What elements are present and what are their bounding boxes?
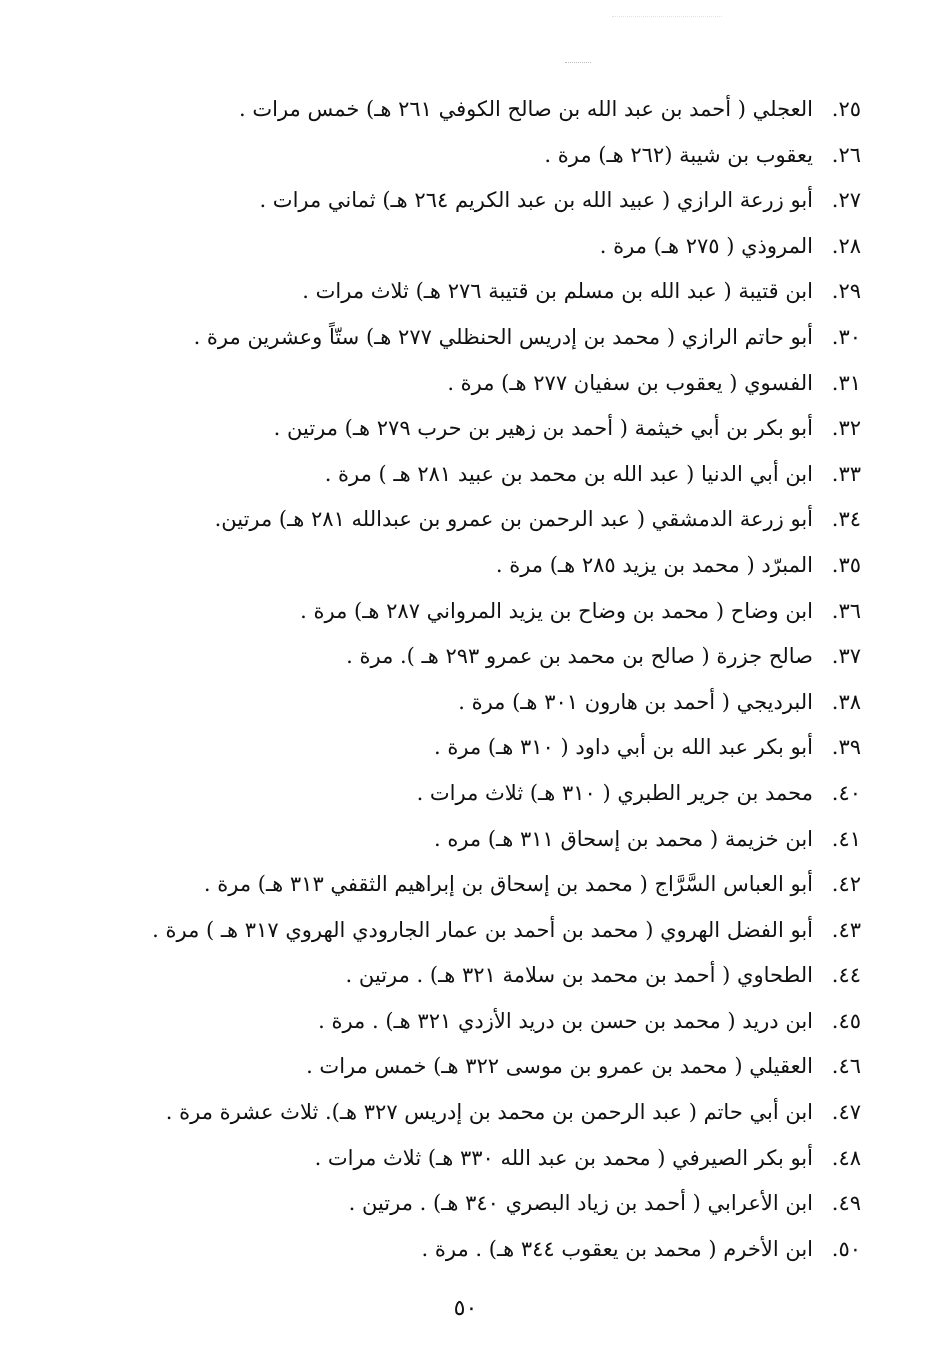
entry-text: محمد بن جرير الطبري ( ٣١٠ هـ) ثلاث مرات . xyxy=(416,780,813,805)
list-item xyxy=(101,269,861,315)
narrator-list xyxy=(101,87,861,1272)
page-number: ٥٠ xyxy=(453,1296,478,1321)
entry-number: ٣٦. xyxy=(831,598,861,623)
entry-text: أبو زرعة الدمشقي ( عبد الرحمن بن عمرو بن عبدالله ٢٨١ هـ) مرتين. xyxy=(214,507,813,532)
entry-number: ٢٦. xyxy=(831,142,861,167)
entry-number: ٣٩. xyxy=(831,735,861,760)
list-item xyxy=(101,1227,861,1273)
list-item xyxy=(101,771,861,817)
entry-text: ابن قتيبة ( عبد الله بن مسلم بن قتيبة ٢٧٦ هـ) ثلاث مرات . xyxy=(302,279,813,304)
list-item xyxy=(101,178,861,224)
entry-text: أبو بكر الصيرفي ( محمد بن عبد الله ٣٣٠ هـ) ثلاث مرات . xyxy=(314,1145,813,1170)
list-item xyxy=(101,1090,861,1136)
entry-number: ٣٣. xyxy=(831,461,861,486)
list-item xyxy=(101,953,861,999)
list-item xyxy=(101,908,861,954)
entry-text: أبو بكر بن أبي خيثمة ( أحمد بن زهير بن حرب ٢٧٩ هـ) مرتين . xyxy=(273,416,813,441)
entry-text: ابن خزيمة ( محمد بن إسحاق ٣١١ هـ) مره . xyxy=(433,826,813,851)
entry-text: العقيلي ( محمد بن عمرو بن موسى ٣٢٢ هـ) خمس مرات . xyxy=(306,1054,813,1079)
entry-number: ٤٩. xyxy=(831,1191,861,1216)
entry-number: ٣٢. xyxy=(831,416,861,441)
list-item xyxy=(101,680,861,726)
entry-text: المروذي ( ٢٧٥ هـ) مرة . xyxy=(599,233,813,258)
entry-text: ابن دريد ( محمد بن حسن بن دريد الأزدي ٣٢١ هـ) . مرة . xyxy=(318,1008,813,1033)
entry-text: ابن الأعرابي ( أحمد بن زياد البصري ٣٤٠ هـ) . مرتين . xyxy=(348,1191,813,1216)
list-item xyxy=(101,406,861,452)
entry-number: ٤٤. xyxy=(831,963,861,988)
entry-number: ٢٧. xyxy=(831,188,861,213)
list-item xyxy=(101,1136,861,1182)
entry-number: ٢٨. xyxy=(831,233,861,258)
entry-number: ٤١. xyxy=(831,826,861,851)
entry-number: ٣٥. xyxy=(831,552,861,577)
list-item xyxy=(101,999,861,1045)
entry-number: ٥٠. xyxy=(831,1236,861,1261)
list-item xyxy=(101,725,861,771)
entry-text: ابن وضاح ( محمد بن وضاح بن يزيد المرواني ٢٨٧ هـ) مرة . xyxy=(300,598,813,623)
entry-text: ابن أبي حاتم ( عبد الرحمن بن محمد بن إدريس ٣٢٧ هـ). ثلاث عشرة مرة . xyxy=(165,1100,813,1125)
list-item xyxy=(101,634,861,680)
entry-text: العجلي ( أحمد بن عبد الله بن صالح الكوفي ٢٦١ هـ) خمس مرات . xyxy=(238,97,813,121)
list-item xyxy=(101,1181,861,1227)
entry-text: يعقوب بن شيبة (٢٦٢ هـ) مرة . xyxy=(544,142,813,167)
list-item xyxy=(101,1044,861,1090)
entry-number: ٤٠. xyxy=(831,780,861,805)
entry-text: أبو الفضل الهروي ( محمد بن أحمد بن عمار الجارودي الهروي ٣١٧ هـ ) مرة . xyxy=(152,917,813,942)
list-item xyxy=(101,87,861,133)
scan-artifact-top xyxy=(612,16,722,17)
entry-text: أبو العباس السَّرَّاج ( محمد بن إسحاق بن إبراهيم الثقفي ٣١٣ هـ) مرة . xyxy=(203,872,813,897)
list-item xyxy=(101,133,861,179)
entry-number: ٣٨. xyxy=(831,689,861,714)
entry-number: ٣٠. xyxy=(831,324,861,349)
entry-number: ٢٩. xyxy=(831,279,861,304)
entry-number: ٤٨. xyxy=(831,1145,861,1170)
entry-text: المبرّد ( محمد بن يزيد ٢٨٥ هـ) مرة . xyxy=(495,552,813,577)
entry-text: صالح جزرة ( صالح بن محمد بن عمرو ٢٩٣ هـ ). مرة . xyxy=(346,644,813,669)
entry-text: أبو زرعة الرازي ( عبيد الله بن عبد الكريم ٢٦٤ هـ) ثماني مرات . xyxy=(259,188,813,213)
list-item xyxy=(101,862,861,908)
entry-number: ٤٦. xyxy=(831,1054,861,1079)
entry-number: ٢٥. xyxy=(831,97,861,121)
entry-number: ٣١. xyxy=(831,370,861,395)
scan-artifact-mark xyxy=(565,62,591,63)
entry-number: ٤٥. xyxy=(831,1008,861,1033)
list-item xyxy=(101,452,861,498)
list-item xyxy=(101,817,861,863)
entry-text: الطحاوي ( أحمد بن محمد بن سلامة ٣٢١ هـ) . مرتين . xyxy=(345,963,813,988)
list-item xyxy=(101,543,861,589)
entry-text: ابن الأخرم ( محمد بن يعقوب ٣٤٤ هـ) . مرة . xyxy=(421,1236,813,1261)
entry-text: أبو حاتم الرازي ( محمد بن إدريس الحنظلي ٢٧٧ هـ) ستّاً وعشرين مرة . xyxy=(193,324,813,349)
entry-number: ٣٧. xyxy=(831,644,861,669)
entry-text: الفسوي ( يعقوب بن سفيان ٢٧٧ هـ) مرة . xyxy=(447,370,813,395)
entry-number: ٣٤. xyxy=(831,507,861,532)
list-item xyxy=(101,589,861,635)
entry-text: ابن أبي الدنيا ( عبد الله بن محمد بن عبيد ٢٨١ هـ ) مرة . xyxy=(324,461,813,486)
entry-text: أبو بكر عبد الله بن أبي داود ( ٣١٠ هـ) مرة . xyxy=(434,735,813,760)
list-item xyxy=(101,497,861,543)
entry-number: ٤٧. xyxy=(831,1100,861,1125)
entry-number: ٤٣. xyxy=(831,917,861,942)
list-item xyxy=(101,361,861,407)
list-item xyxy=(101,315,861,361)
entry-text: البرديجي ( أحمد بن هارون ٣٠١ هـ) مرة . xyxy=(458,689,813,714)
list-item xyxy=(101,224,861,270)
entry-number: ٤٢. xyxy=(831,872,861,897)
